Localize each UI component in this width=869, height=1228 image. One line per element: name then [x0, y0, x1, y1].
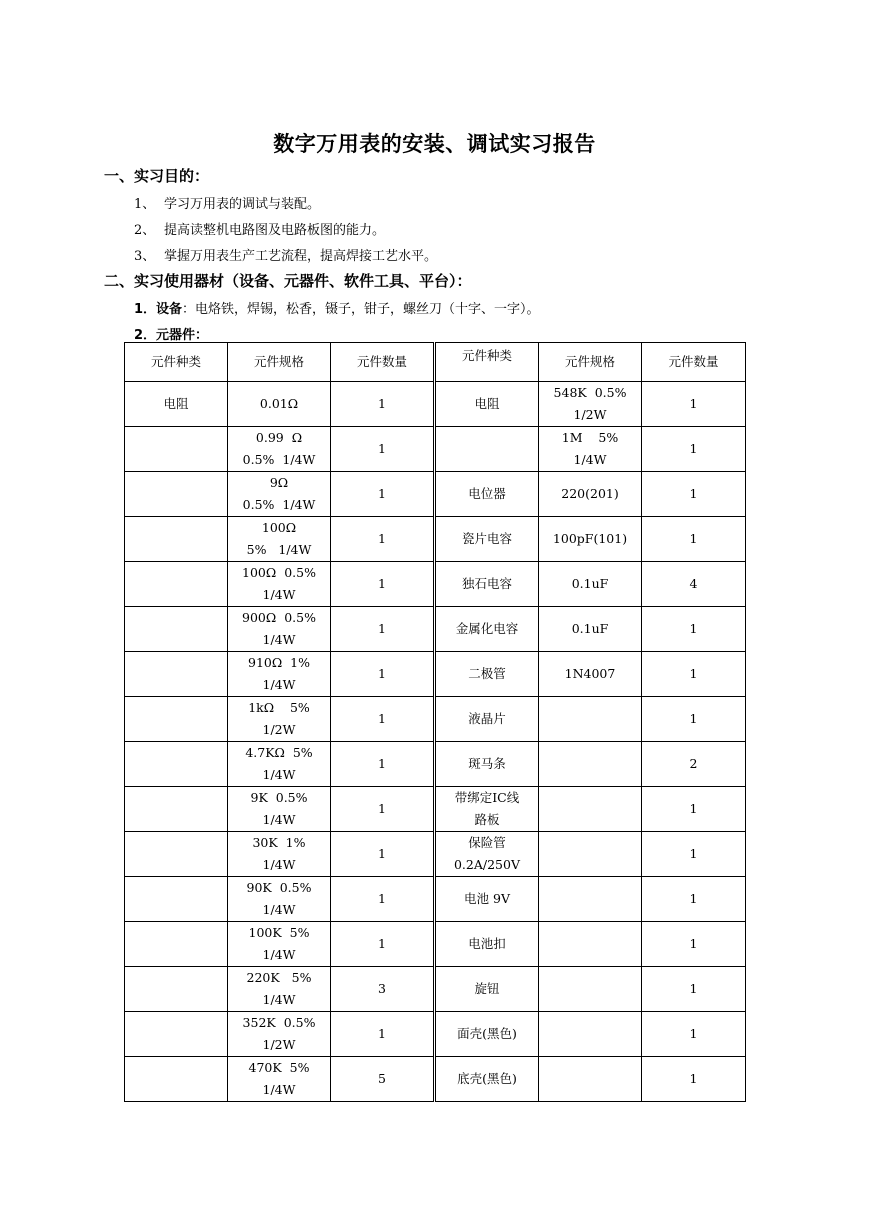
cell-type: 电池 9V — [435, 877, 539, 922]
cell-qty: 1 — [642, 472, 746, 517]
cell-type — [125, 607, 228, 652]
cell-qty: 1 — [331, 1012, 435, 1057]
cell-spec — [539, 787, 642, 832]
table-header-cell: 元件数量 — [331, 343, 435, 382]
cell-type: 电池扣 — [435, 922, 539, 967]
cell-spec: 0.1uF — [539, 562, 642, 607]
cell-type — [125, 652, 228, 697]
list-text: 提高读整机电路图及电路板图的能力。 — [164, 223, 386, 238]
cell-spec — [539, 1012, 642, 1057]
cell-qty: 1 — [331, 922, 435, 967]
cell-type — [125, 922, 228, 967]
cell-type — [125, 967, 228, 1012]
cell-spec: 1kΩ 5% 1/2W — [228, 697, 331, 742]
equipment-line — [134, 298, 540, 317]
cell-spec: 0.01Ω — [228, 382, 331, 427]
table-row — [125, 562, 746, 607]
cell-spec: 0.99 Ω 0.5% 1/4W — [228, 427, 331, 472]
cell-spec: 220K 5% 1/4W — [228, 967, 331, 1012]
cell-qty: 1 — [642, 1012, 746, 1057]
list-text: 掌握万用表生产工艺流程，提高焊接工艺水平。 — [164, 249, 438, 264]
cell-spec: 100Ω 0.5% 1/4W — [228, 562, 331, 607]
page-title: 数字万用表的安装、调试实习报告 — [273, 132, 596, 156]
cell-type — [125, 427, 228, 472]
cell-type — [125, 697, 228, 742]
cell-qty: 1 — [642, 1057, 746, 1102]
cell-type: 保险管 0.2A/250V — [435, 832, 539, 877]
cell-type — [125, 832, 228, 877]
cell-qty: 1 — [642, 427, 746, 472]
cell-spec: 9Ω 0.5% 1/4W — [228, 472, 331, 517]
cell-qty: 1 — [331, 832, 435, 877]
cell-qty: 1 — [642, 382, 746, 427]
cell-qty: 1 — [642, 967, 746, 1012]
cell-type — [125, 742, 228, 787]
cell-qty: 4 — [642, 562, 746, 607]
table-header-cell: 元件数量 — [642, 343, 746, 382]
table-header-cell: 元件规格 — [539, 343, 642, 382]
cell-qty: 1 — [642, 787, 746, 832]
cell-spec — [539, 1057, 642, 1102]
cell-type: 面壳(黑色) — [435, 1012, 539, 1057]
components-line — [134, 324, 208, 343]
table-row — [125, 697, 746, 742]
cell-spec: 1N4007 — [539, 652, 642, 697]
cell-qty: 3 — [331, 967, 435, 1012]
cell-qty: 1 — [331, 652, 435, 697]
table-header-cell: 元件种类 — [435, 343, 539, 382]
cell-spec: 0.1uF — [539, 607, 642, 652]
cell-type: 斑马条 — [435, 742, 539, 787]
components-table — [124, 342, 746, 1102]
table-header-cell: 元件规格 — [228, 343, 331, 382]
table-header-cell: 元件种类 — [125, 343, 228, 382]
cell-type — [125, 1012, 228, 1057]
cell-type — [125, 517, 228, 562]
cell-qty: 1 — [331, 742, 435, 787]
cell-type: 金属化电容 — [435, 607, 539, 652]
list-number: 3、 — [134, 249, 156, 264]
cell-spec: 548K 0.5% 1/2W — [539, 382, 642, 427]
cell-qty: 1 — [331, 472, 435, 517]
cell-type: 旋钮 — [435, 967, 539, 1012]
cell-spec — [539, 967, 642, 1012]
cell-type — [125, 1057, 228, 1102]
cell-type: 瓷片电容 — [435, 517, 539, 562]
cell-qty: 1 — [331, 607, 435, 652]
cell-type: 独石电容 — [435, 562, 539, 607]
cell-type — [125, 877, 228, 922]
cell-qty: 1 — [642, 832, 746, 877]
table-row — [125, 922, 746, 967]
section-heading-purpose: 一、实习目的： — [104, 167, 210, 185]
cell-type — [125, 472, 228, 517]
cell-spec: 30K 1% 1/4W — [228, 832, 331, 877]
cell-type — [125, 562, 228, 607]
table-row — [125, 787, 746, 832]
cell-type — [435, 427, 539, 472]
table-row — [125, 472, 746, 517]
equipment-text: ：电烙铁，焊锡，松香，镊子，钳子，螺丝刀（十字、一字）。 — [182, 302, 540, 317]
table-row — [125, 382, 746, 427]
table-row — [125, 967, 746, 1012]
cell-type: 电阻 — [125, 382, 228, 427]
cell-qty: 1 — [331, 517, 435, 562]
cell-spec: 100K 5% 1/4W — [228, 922, 331, 967]
cell-spec — [539, 697, 642, 742]
list-number: 2、 — [134, 223, 156, 238]
cell-spec: 100Ω 5% 1/4W — [228, 517, 331, 562]
cell-qty: 2 — [642, 742, 746, 787]
list-item — [134, 219, 385, 238]
cell-qty: 1 — [331, 562, 435, 607]
cell-spec — [539, 922, 642, 967]
table-row — [125, 652, 746, 697]
cell-type: 电阻 — [435, 382, 539, 427]
table-row — [125, 427, 746, 472]
cell-qty: 1 — [642, 922, 746, 967]
list-text: 学习万用表的调试与装配。 — [164, 197, 321, 212]
section-heading-materials: 二、实习使用器材（设备、元器件、软件工具、平台）： — [104, 272, 472, 290]
cell-spec: 220(201) — [539, 472, 642, 517]
table-row — [125, 1012, 746, 1057]
cell-qty: 1 — [642, 607, 746, 652]
cell-qty: 1 — [331, 427, 435, 472]
cell-spec — [539, 832, 642, 877]
cell-spec: 90K 0.5% 1/4W — [228, 877, 331, 922]
cell-spec: 9K 0.5% 1/4W — [228, 787, 331, 832]
cell-qty: 1 — [642, 517, 746, 562]
list-item — [134, 193, 320, 212]
list-number: 1、 — [134, 197, 156, 212]
cell-spec: 900Ω 0.5% 1/4W — [228, 607, 331, 652]
table-row — [125, 877, 746, 922]
cell-spec: 910Ω 1% 1/4W — [228, 652, 331, 697]
table-row — [125, 742, 746, 787]
cell-type: 二极管 — [435, 652, 539, 697]
cell-spec: 352K 0.5% 1/2W — [228, 1012, 331, 1057]
cell-qty: 1 — [331, 787, 435, 832]
cell-spec — [539, 742, 642, 787]
table-row — [125, 1057, 746, 1102]
cell-spec: 4.7KΩ 5% 1/4W — [228, 742, 331, 787]
cell-spec: 470K 5% 1/4W — [228, 1057, 331, 1102]
table-header-row — [125, 343, 746, 382]
cell-type: 带绑定IC线 路板 — [435, 787, 539, 832]
equipment-label: 1．设备 — [134, 302, 183, 317]
cell-type: 电位器 — [435, 472, 539, 517]
cell-qty: 1 — [331, 697, 435, 742]
cell-qty: 1 — [331, 382, 435, 427]
cell-type: 液晶片 — [435, 697, 539, 742]
cell-qty: 5 — [331, 1057, 435, 1102]
table-row — [125, 832, 746, 877]
components-label: 2．元器件： — [134, 328, 209, 343]
list-item — [134, 245, 437, 264]
cell-type — [125, 787, 228, 832]
table-row — [125, 607, 746, 652]
cell-qty: 1 — [642, 697, 746, 742]
table-row — [125, 517, 746, 562]
cell-qty: 1 — [331, 877, 435, 922]
cell-type: 底壳(黑色) — [435, 1057, 539, 1102]
cell-spec: 100pF(101) — [539, 517, 642, 562]
cell-qty: 1 — [642, 877, 746, 922]
cell-qty: 1 — [642, 652, 746, 697]
cell-spec: 1M 5% 1/4W — [539, 427, 642, 472]
cell-spec — [539, 877, 642, 922]
